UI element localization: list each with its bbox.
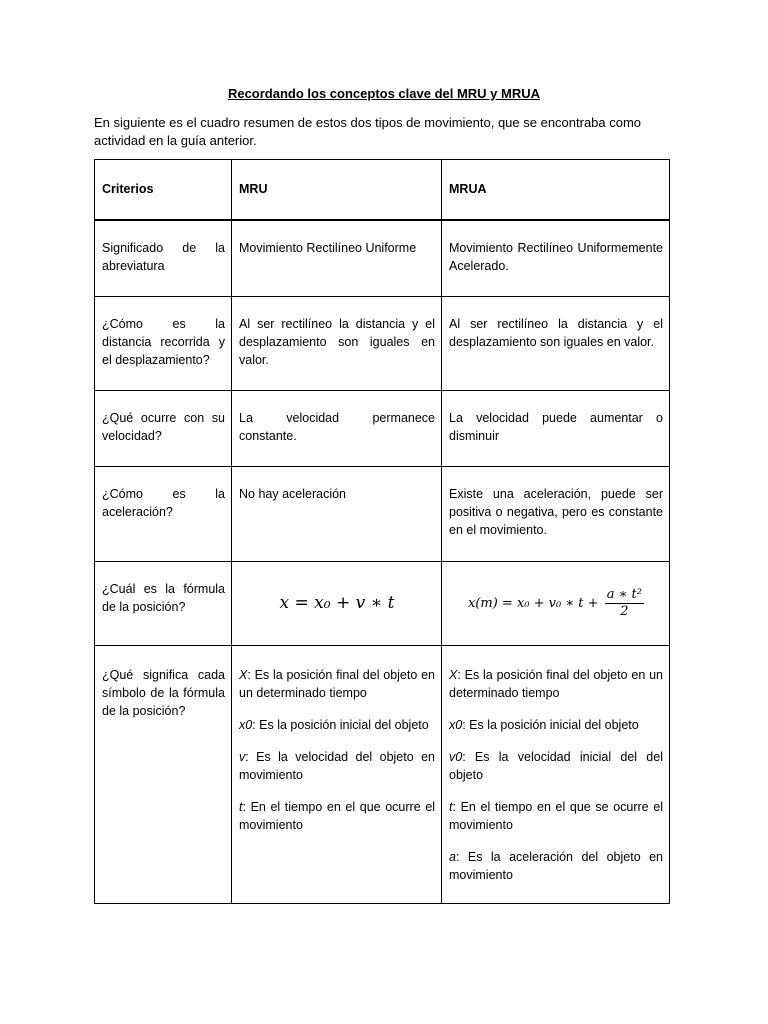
symbol-name: t bbox=[449, 800, 453, 814]
table-row bbox=[95, 467, 670, 562]
summary-table bbox=[94, 159, 670, 904]
symbol-name: v0 bbox=[449, 750, 463, 764]
table-row bbox=[95, 297, 670, 391]
symbol-definition bbox=[449, 798, 663, 834]
table-row bbox=[95, 562, 670, 646]
mru-symbols-cell bbox=[232, 646, 442, 904]
mrua-formula-numerator: a ∗ t² bbox=[606, 587, 642, 602]
intro-paragraph: En siguiente es el cuadro resumen de estos dos tipos de movimiento, que se encontraba como actividad en la guía anterior. bbox=[94, 115, 642, 148]
symbol-definition bbox=[449, 666, 663, 702]
symbol-name: X bbox=[239, 668, 248, 682]
symbol-text: : Es la aceleración del objeto en movimiento bbox=[449, 850, 663, 882]
symbol-definition bbox=[449, 848, 663, 884]
mrua-formula-left: x(m) = x₀ + v₀ ∗ t + bbox=[467, 596, 599, 611]
symbol-text: : En el tiempo en el que ocurre el movimiento bbox=[239, 800, 435, 832]
mru-formula-cell bbox=[232, 562, 442, 646]
mru-cell: La velocidad permanece constante. bbox=[232, 391, 442, 467]
mru-cell: No hay aceleración bbox=[232, 467, 442, 562]
mrua-cell: La velocidad puede aumentar o disminuir bbox=[442, 391, 670, 467]
mrua-cell: Existe una aceleración, puede ser positiva o negativa, pero es constante en el movimiento. bbox=[442, 467, 670, 562]
mrua-formula-fraction bbox=[605, 587, 644, 620]
mrua-formula-cell bbox=[442, 562, 670, 646]
table-row bbox=[95, 646, 670, 904]
mrua-formula-denominator: 2 bbox=[620, 604, 629, 619]
symbol-name: x0 bbox=[449, 718, 463, 732]
table-header-row bbox=[95, 160, 670, 220]
symbol-text: : Es la posición inicial del objeto bbox=[462, 718, 639, 732]
header-mru: MRU bbox=[232, 160, 442, 220]
document-title: Recordando los conceptos clave del MRU y MRUA bbox=[227, 86, 541, 101]
criterio-cell: ¿Cómo es la aceleración? bbox=[95, 467, 232, 562]
symbol-text: : En el tiempo en el que se ocurre el movimiento bbox=[449, 800, 663, 832]
criterio-cell: Significado de la abreviatura bbox=[95, 220, 232, 297]
mru-formula: x = x₀ + v ∗ t bbox=[279, 593, 395, 613]
symbol-name: v bbox=[239, 750, 246, 764]
criterio-cell: ¿Cuál es la fórmula de la posición? bbox=[95, 562, 232, 646]
mru-cell: Movimiento Rectilíneo Uniforme bbox=[232, 220, 442, 297]
symbol-definition bbox=[239, 716, 435, 734]
mrua-cell: Movimiento Rectilíneo Uniformemente Acelerado. bbox=[442, 220, 670, 297]
symbol-definition bbox=[449, 748, 663, 784]
symbol-name: a bbox=[449, 850, 456, 864]
symbol-definition bbox=[239, 748, 435, 784]
criterio-cell: ¿Qué ocurre con su velocidad? bbox=[95, 391, 232, 467]
header-criterios: Criterios bbox=[95, 160, 232, 220]
symbol-definition bbox=[239, 666, 435, 702]
table-row bbox=[95, 391, 670, 467]
symbol-text: : Es la velocidad inicial del del objeto bbox=[449, 750, 663, 782]
symbol-text: : Es la posición final del objeto en un determinado tiempo bbox=[449, 668, 663, 700]
symbol-name: X bbox=[449, 668, 458, 682]
symbol-text: : Es la posición inicial del objeto bbox=[252, 718, 429, 732]
table-row bbox=[95, 220, 670, 297]
symbol-text: : Es la velocidad del objeto en movimiento bbox=[239, 750, 435, 782]
mru-cell: Al ser rectilíneo la distancia y el desplazamiento son iguales en valor. bbox=[232, 297, 442, 391]
symbol-definition bbox=[239, 798, 435, 834]
symbol-name: t bbox=[239, 800, 243, 814]
mrua-cell: Al ser rectilíneo la distancia y el desplazamiento son iguales en valor. bbox=[442, 297, 670, 391]
criterio-cell: ¿Qué significa cada símbolo de la fórmula de la posición? bbox=[95, 646, 232, 904]
symbol-definition bbox=[449, 716, 663, 734]
header-mrua: MRUA bbox=[442, 160, 670, 220]
symbol-text: : Es la posición final del objeto en un determinado tiempo bbox=[239, 668, 435, 700]
mrua-symbols-cell bbox=[442, 646, 670, 904]
mrua-formula bbox=[467, 587, 644, 619]
symbol-name: x0 bbox=[239, 718, 253, 732]
criterio-cell: ¿Cómo es la distancia recorrida y el desplazamiento? bbox=[95, 297, 232, 391]
